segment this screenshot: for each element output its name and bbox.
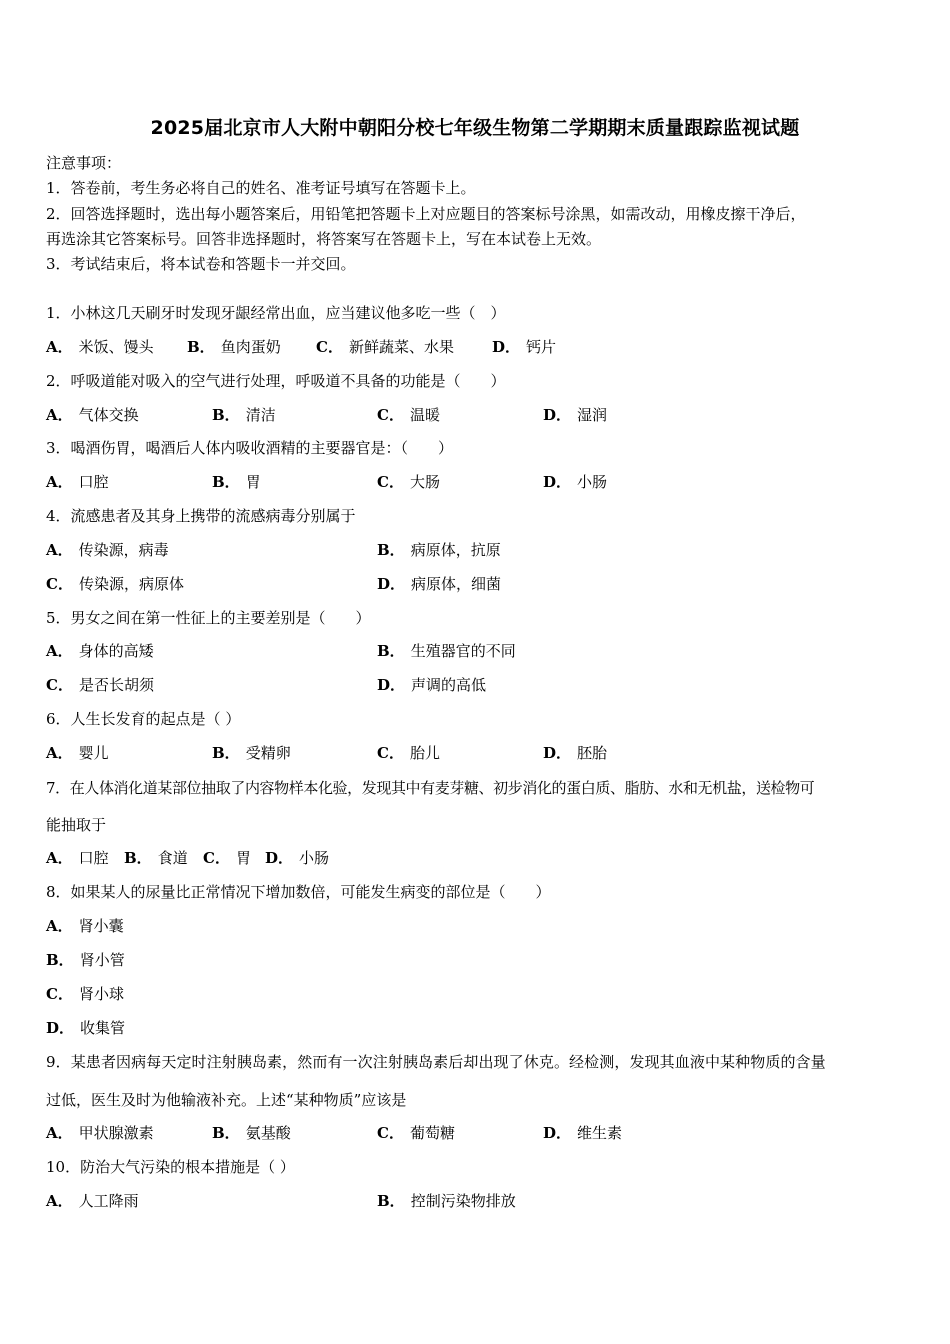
option-letter: B． (377, 642, 405, 660)
option-text: 大肠 (409, 473, 440, 491)
option-text: 鱼肉蛋奶 (220, 338, 281, 356)
option-text: 是否长胡须 (78, 676, 154, 694)
question-6-option-a (46, 742, 109, 763)
question-9-stem: 9．某患者因病每天定时注射胰岛素，然而有一次注射胰岛素后却出现了休克。经检测，发现其血液中某种物质的含量 (46, 1053, 826, 1071)
option-letter: A． (46, 917, 73, 935)
option-text: 新鲜蔬菜、水果 (348, 338, 454, 356)
question-9-option-b (212, 1122, 291, 1143)
option-text: 湿润 (577, 406, 608, 424)
option-text: 食道 (157, 849, 188, 867)
question-10-option-a (46, 1190, 139, 1211)
option-text: 控制污染物排放 (410, 1192, 516, 1210)
question-7-stem: 7．在人体消化道某部位抽取了内容物样本化验，发现其中有麦芽糖、初步消化的蛋白质、脂肪、水和无机盐，送检物可 (46, 779, 815, 797)
question-1-option-c (316, 336, 454, 357)
question-4-option-a (46, 539, 169, 560)
question-5-option-b (377, 640, 516, 661)
option-letter: A． (46, 744, 73, 762)
question-10-stem: 10．防治大气污染的根本措施是（ ） (46, 1158, 295, 1176)
option-letter: D． (543, 744, 572, 762)
option-letter: A． (46, 473, 73, 491)
question-8-option-a (46, 915, 124, 936)
option-letter: A． (46, 338, 73, 356)
option-letter: C． (377, 1124, 404, 1142)
option-text: 气体交换 (78, 406, 139, 424)
question-8-option-c (46, 983, 124, 1004)
option-text: 口腔 (78, 473, 109, 491)
option-text: 胚胎 (577, 744, 608, 762)
option-letter: A． (46, 849, 73, 867)
option-letter: D． (543, 1124, 572, 1142)
question-5-option-a (46, 640, 154, 661)
option-letter: B． (212, 1124, 240, 1142)
question-3-option-b (212, 471, 261, 492)
option-letter: B． (212, 406, 240, 424)
option-text: 小肠 (299, 849, 330, 867)
question-6-stem: 6．人生长发育的起点是（ ） (46, 710, 241, 728)
notes-item-3: 3．考试结束后，将本试卷和答题卡一并交回。 (46, 255, 356, 273)
option-letter: C． (203, 849, 230, 867)
option-letter: A． (46, 1124, 73, 1142)
option-text: 清洁 (245, 406, 276, 424)
question-6-option-d (543, 742, 607, 763)
option-letter: C． (377, 473, 404, 491)
question-3-option-a (46, 471, 109, 492)
notes-heading: 注意事项： (46, 154, 122, 172)
option-text: 甲状腺激素 (78, 1124, 154, 1142)
option-text: 受精卵 (245, 744, 291, 762)
option-text: 胎儿 (409, 744, 440, 762)
option-text: 钙片 (526, 338, 557, 356)
option-text: 小肠 (577, 473, 608, 491)
option-letter: D． (543, 406, 572, 424)
option-text: 胃 (235, 849, 251, 867)
question-3-stem: 3．喝酒伤胃，喝酒后人体内吸收酒精的主要器官是：（ ） (46, 439, 454, 457)
option-text: 胃 (245, 473, 261, 491)
option-text: 传染源，病毒 (78, 541, 169, 559)
option-text: 口腔 (78, 849, 109, 867)
option-text: 病原体，细菌 (411, 575, 502, 593)
question-7-option-c (203, 847, 251, 868)
option-text: 婴儿 (78, 744, 109, 762)
option-letter: D． (46, 1019, 75, 1037)
option-letter: D． (492, 338, 521, 356)
option-letter: B． (46, 951, 74, 969)
option-letter: C． (377, 744, 404, 762)
question-6-option-c (377, 742, 440, 763)
option-letter: C． (46, 575, 73, 593)
question-9-option-a (46, 1122, 154, 1143)
question-7-stem-cont: 能抽取于 (46, 816, 107, 834)
option-letter: C． (46, 985, 73, 1003)
option-letter: D． (377, 575, 406, 593)
question-4-stem: 4．流感患者及其身上携带的流感病毒分别属于 (46, 507, 356, 525)
question-8-option-b (46, 949, 125, 970)
question-8-stem: 8．如果某人的尿量比正常情况下增加数倍，可能发生病变的部位是（ ） (46, 883, 551, 901)
option-text: 收集管 (80, 1019, 126, 1037)
option-text: 生殖器官的不同 (410, 642, 516, 660)
option-text: 氨基酸 (245, 1124, 291, 1142)
question-9-option-c (377, 1122, 455, 1143)
option-letter: D． (265, 849, 294, 867)
question-4-option-d (377, 573, 501, 594)
option-text: 传染源，病原体 (78, 575, 184, 593)
question-5-option-d (377, 674, 486, 695)
question-1-stem: 1．小林这几天刷牙时发现牙龈经常出血，应当建议他多吃一些（ ） (46, 304, 506, 322)
option-text: 米饭、馒头 (78, 338, 154, 356)
notes-item-1: 1．答卷前，考生务必将自己的姓名、准考证号填写在答题卡上。 (46, 179, 476, 197)
option-letter: B． (377, 1192, 405, 1210)
option-letter: B． (187, 338, 215, 356)
question-10-option-b (377, 1190, 516, 1211)
option-letter: D． (377, 676, 406, 694)
question-2-stem: 2．呼吸道能对吸入的空气进行处理，呼吸道不具备的功能是（ ） (46, 372, 506, 390)
option-letter: D． (543, 473, 572, 491)
question-5-stem: 5．男女之间在第一性征上的主要差别是（ ） (46, 609, 371, 627)
question-1-option-d (492, 336, 556, 357)
question-2-option-a (46, 404, 139, 425)
notes-item-2-cont: 再选涂其它答案标号。回答非选择题时，将答案写在答题卡上，写在本试卷上无效。 (46, 230, 602, 248)
option-letter: C． (377, 406, 404, 424)
notes-item-2: 2．回答选择题时，选出每小题答案后，用铅笔把答题卡上对应题目的答案标号涂黑，如需改动，用橡皮擦干净后， (46, 205, 806, 223)
option-text: 声调的高低 (411, 676, 487, 694)
exam-title: 2025届北京市人大附中朝阳分校七年级生物第二学期期末质量跟踪监视试题 (150, 117, 800, 139)
option-text: 葡萄糖 (409, 1124, 455, 1142)
option-letter: A． (46, 541, 73, 559)
option-letter: A． (46, 406, 73, 424)
question-2-option-b (212, 404, 276, 425)
option-letter: A． (46, 642, 73, 660)
option-text: 人工降雨 (78, 1192, 139, 1210)
option-text: 肾小管 (79, 951, 125, 969)
question-6-option-b (212, 742, 291, 763)
option-letter: B． (377, 541, 405, 559)
option-text: 温暖 (409, 406, 440, 424)
question-7-option-d (265, 847, 329, 868)
option-letter: B． (212, 473, 240, 491)
option-text: 肾小囊 (78, 917, 124, 935)
option-letter: C． (46, 676, 73, 694)
option-text: 身体的高矮 (78, 642, 154, 660)
question-8-option-d (46, 1017, 125, 1038)
question-9-stem-cont: 过低，医生及时为他输液补充。上述“某种物质”应该是 (46, 1091, 407, 1109)
option-letter: C． (316, 338, 343, 356)
question-2-option-c (377, 404, 440, 425)
option-text: 肾小球 (78, 985, 124, 1003)
option-letter: B． (212, 744, 240, 762)
option-letter: A． (46, 1192, 73, 1210)
question-3-option-d (543, 471, 607, 492)
question-2-option-d (543, 404, 607, 425)
question-7-option-a (46, 847, 109, 868)
question-1-option-b (187, 336, 281, 357)
question-4-option-b (377, 539, 501, 560)
option-text: 病原体，抗原 (410, 541, 501, 559)
option-text: 维生素 (577, 1124, 623, 1142)
question-4-option-c (46, 573, 184, 594)
question-7-option-b (124, 847, 188, 868)
question-1-option-a (46, 336, 154, 357)
question-3-option-c (377, 471, 440, 492)
question-9-option-d (543, 1122, 622, 1143)
option-letter: B． (124, 849, 152, 867)
question-5-option-c (46, 674, 154, 695)
